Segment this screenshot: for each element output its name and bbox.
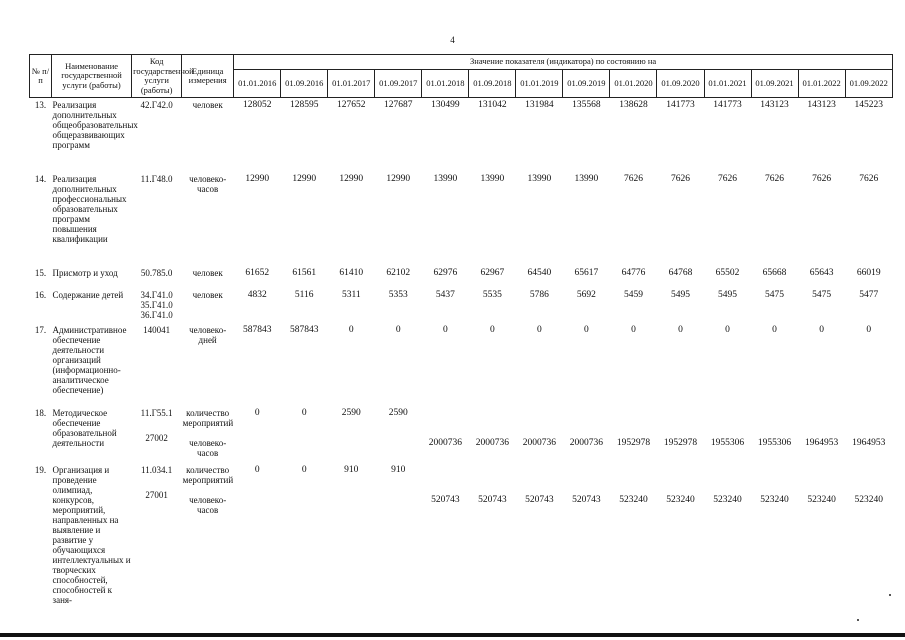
indicator-value: 7626 <box>812 173 832 184</box>
header-date: 01.01.2022 <box>798 70 845 98</box>
indicator-value: 5311 <box>341 289 361 300</box>
indicator-value-secondary: 520743 <box>478 494 507 505</box>
scan-speck <box>889 594 891 596</box>
indicator-value-secondary: 523240 <box>760 494 789 505</box>
indicator-value: 64768 <box>668 267 693 278</box>
indicator-value: 5437 <box>435 289 455 300</box>
indicator-value-primary <box>564 408 609 438</box>
indicator-value <box>328 463 375 605</box>
scan-speck <box>857 619 859 621</box>
indicator-value-primary: 910 <box>391 464 406 475</box>
indicator-value <box>845 406 892 463</box>
indicator-value: 0 <box>866 324 872 335</box>
service-name: Содержание детей <box>52 289 124 300</box>
indicator-value: 12990 <box>339 173 364 184</box>
indicator-value-primary: 2590 <box>388 407 408 418</box>
indicator-value-primary <box>846 408 891 438</box>
indicator-value-secondary: 1955306 <box>710 437 745 448</box>
row-number: 18. <box>34 407 47 418</box>
indicator-value: 64540 <box>527 267 552 278</box>
indicator-value: 5477 <box>859 289 879 300</box>
indicator-value <box>281 406 328 463</box>
indicator-value-secondary: 2000736 <box>522 437 557 448</box>
indicator-value: 13990 <box>480 173 505 184</box>
indicator-value: 0 <box>489 324 495 335</box>
header-no: № п/п <box>30 55 52 98</box>
indicator-value: 0 <box>348 324 354 335</box>
indicator-value: 61561 <box>292 267 317 278</box>
row-number: 16. <box>34 289 47 300</box>
indicator-value: 5459 <box>623 289 643 300</box>
unit-of-measure: человек <box>192 289 223 300</box>
indicator-value-primary: 2590 <box>341 407 361 418</box>
table-row <box>30 172 893 266</box>
indicator-value <box>234 406 281 463</box>
indicator-value: 13990 <box>433 173 458 184</box>
header-date: 01.01.2020 <box>610 70 657 98</box>
service-name: Методическое обеспечение образовательной деятельности <box>52 407 117 448</box>
indicator-value: 7626 <box>859 173 879 184</box>
indicator-value: 62102 <box>386 267 411 278</box>
indicator-value-primary <box>658 408 703 438</box>
indicator-value-primary <box>846 465 891 495</box>
table-row <box>30 463 893 605</box>
indicator-value-primary <box>799 408 844 438</box>
indicator-value <box>704 406 751 463</box>
bottom-border <box>0 633 905 637</box>
header-date: 01.09.2021 <box>751 70 798 98</box>
indicator-value-secondary: 1952978 <box>616 437 651 448</box>
indicator-value-secondary: 2000736 <box>428 437 462 448</box>
indicator-value <box>375 406 422 463</box>
indicator-value: 4832 <box>247 289 267 300</box>
unit-primary: количество мероприятий <box>182 464 234 485</box>
indicator-value: 7626 <box>765 173 785 184</box>
indicator-value: 13990 <box>527 173 552 184</box>
indicator-value: 62976 <box>433 267 458 278</box>
indicator-value <box>563 406 610 463</box>
indicator-value: 0 <box>631 324 636 335</box>
indicator-value <box>516 406 563 463</box>
indicator-value <box>657 406 704 463</box>
indicator-value-primary: 0 <box>301 464 307 475</box>
indicator-value-primary <box>423 408 468 438</box>
unit-of-measure: человеко-дней <box>189 324 227 345</box>
indicator-value <box>751 406 798 463</box>
header-service-code: Код государственной услуги (работы) <box>132 55 182 98</box>
unit-of-measure <box>182 463 234 605</box>
indicator-value <box>563 463 610 605</box>
service-code: 42.Г42.0 <box>140 100 173 110</box>
indicator-value-primary <box>611 408 656 438</box>
service-code: 34.Г41.0 35.Г41.0 36.Г41.0 <box>140 289 173 320</box>
indicator-value <box>469 406 516 463</box>
service-name: Административное обеспечение деятельности организаций (информационно-аналитическое обеспечение) <box>52 324 127 395</box>
indicator-value <box>281 463 328 605</box>
unit-of-measure: человек <box>192 100 223 110</box>
indicator-value: 7626 <box>718 173 738 184</box>
service-name: Реализация дополнительных общеобразовательных общеразвивающих программ <box>52 100 138 150</box>
indicator-value: 131042 <box>478 100 507 110</box>
indicator-value-primary <box>423 465 468 495</box>
indicator-value: 0 <box>819 324 824 335</box>
service-name: Присмотр и уход <box>52 267 118 278</box>
indicator-value-primary <box>470 465 515 495</box>
indicator-value-secondary: 1952978 <box>663 437 698 448</box>
indicator-value-secondary: 1955306 <box>757 437 792 448</box>
service-code: 11.Г48.0 <box>140 173 173 184</box>
indicator-value: 66019 <box>856 267 881 278</box>
indicator-value-secondary: 520743 <box>525 494 554 505</box>
indicator-value <box>422 463 469 605</box>
indicator-value: 587843 <box>242 324 272 335</box>
indicator-value: 0 <box>584 324 589 335</box>
indicator-value-primary <box>517 408 562 438</box>
indicator-value: 12990 <box>245 173 270 184</box>
indicator-value: 5475 <box>765 289 785 300</box>
table-row <box>30 288 893 323</box>
indicator-value-secondary: 1964953 <box>804 437 839 448</box>
indicator-value: 13990 <box>574 173 599 184</box>
header-date: 01.01.2021 <box>704 70 751 98</box>
indicator-value-primary <box>799 465 844 495</box>
indicator-table <box>29 54 893 605</box>
indicator-value: 65617 <box>574 267 599 278</box>
service-code-secondary: 27002 <box>145 432 168 443</box>
indicator-value: 141773 <box>713 100 742 110</box>
header-date: 01.01.2017 <box>328 70 375 98</box>
indicator-value <box>516 463 563 605</box>
indicator-value-primary <box>752 408 797 438</box>
indicator-value: 5495 <box>670 289 690 300</box>
header-date: 01.09.2018 <box>469 70 516 98</box>
indicator-value: 135568 <box>572 100 601 110</box>
indicator-value: 138628 <box>619 100 648 110</box>
indicator-value-secondary: 523240 <box>807 494 836 505</box>
indicator-value <box>751 463 798 605</box>
indicator-value <box>375 463 422 605</box>
header-date: 01.01.2016 <box>234 70 281 98</box>
indicator-value-secondary: 520743 <box>572 494 601 505</box>
header-date: 01.09.2016 <box>281 70 328 98</box>
indicator-value: 127687 <box>384 100 413 110</box>
indicator-value: 62967 <box>480 267 505 278</box>
indicator-value <box>657 463 704 605</box>
indicator-value: 5116 <box>294 289 314 300</box>
row-number: 15. <box>34 267 47 278</box>
table-row <box>30 406 893 463</box>
indicator-value: 127652 <box>337 100 366 110</box>
indicator-value: 0 <box>537 324 542 335</box>
indicator-value: 12990 <box>386 173 411 184</box>
header-date: 01.01.2018 <box>422 70 469 98</box>
indicator-value: 12990 <box>292 173 317 184</box>
service-code-primary: 11.034.1 <box>141 464 173 475</box>
indicator-value-secondary: 2000736 <box>475 437 509 448</box>
indicator-value-secondary: 2000736 <box>569 437 604 448</box>
indicator-value: 0 <box>395 324 401 335</box>
indicator-value-primary <box>658 465 703 495</box>
indicator-value-secondary: 523240 <box>619 494 648 505</box>
indicator-value: 145223 <box>854 100 884 110</box>
indicator-value: 143123 <box>807 100 836 110</box>
indicator-value: 5495 <box>718 289 738 300</box>
header-date: 01.09.2019 <box>563 70 610 98</box>
service-code <box>132 463 182 605</box>
indicator-value <box>798 463 845 605</box>
row-number: 14. <box>34 173 47 184</box>
indicator-value-primary: 910 <box>344 464 359 475</box>
indicator-value <box>610 463 657 605</box>
indicator-value: 130499 <box>431 100 460 110</box>
indicator-value: 141773 <box>666 100 695 110</box>
indicator-value: 61652 <box>245 267 270 278</box>
indicator-value: 5692 <box>576 289 596 300</box>
row-number: 13. <box>34 100 47 110</box>
indicator-value: 0 <box>678 324 683 335</box>
indicator-value: 0 <box>725 324 730 335</box>
indicator-value: 143123 <box>760 100 789 110</box>
indicator-value-primary <box>517 465 562 495</box>
header-date: 01.09.2020 <box>657 70 704 98</box>
indicator-value-primary: 0 <box>301 407 307 418</box>
header-indicator-values: Значение показателя (индикатора) по состоянию на <box>234 55 893 70</box>
service-code-secondary: 27001 <box>145 489 168 500</box>
indicator-value-secondary: 523240 <box>854 494 884 505</box>
service-name: Организация и проведение олимпиад, конкурсов, мероприятий, направленных на выявление и развитие у обучающихся интеллектуальных и творческих способностей, способностей к заня- <box>52 464 131 605</box>
service-name: Реализация дополнительных профессиональных образовательных программ повышения квалификации <box>52 173 127 244</box>
unit-of-measure <box>182 406 234 463</box>
header-date: 01.01.2019 <box>516 70 563 98</box>
unit-of-measure: человеко-часов <box>189 173 227 194</box>
service-code: 140041 <box>143 324 171 335</box>
indicator-value-primary <box>470 408 515 438</box>
indicator-value: 7626 <box>670 173 690 184</box>
indicator-value <box>234 463 281 605</box>
indicator-value: 587843 <box>289 324 319 335</box>
unit-secondary: человеко-часов <box>189 494 227 515</box>
indicator-value: 131984 <box>525 100 554 110</box>
table-row <box>30 323 893 406</box>
indicator-value <box>704 463 751 605</box>
indicator-value-primary <box>705 408 750 438</box>
indicator-value: 5786 <box>529 289 549 300</box>
indicator-value <box>845 463 892 605</box>
indicator-value: 65643 <box>809 267 834 278</box>
indicator-value <box>469 463 516 605</box>
indicator-value: 128052 <box>242 100 272 110</box>
indicator-value-secondary: 520743 <box>431 494 460 505</box>
row-number: 17. <box>34 324 47 335</box>
table-row <box>30 266 893 288</box>
service-code-primary: 11.Г55.1 <box>140 407 173 418</box>
row-number: 19. <box>34 464 47 475</box>
indicator-value-primary <box>752 465 797 495</box>
indicator-value: 5353 <box>388 289 408 300</box>
service-code: 50.785.0 <box>140 267 173 278</box>
indicator-value-primary <box>705 465 750 495</box>
indicator-value: 0 <box>442 324 448 335</box>
indicator-value-primary: 0 <box>254 464 260 475</box>
indicator-value-primary: 0 <box>254 407 260 418</box>
indicator-value: 61410 <box>339 267 364 278</box>
header-date: 01.09.2017 <box>375 70 422 98</box>
indicator-value-secondary: 523240 <box>666 494 695 505</box>
header-date: 01.09.2022 <box>845 70 892 98</box>
unit-of-measure: человек <box>192 267 223 278</box>
indicator-value-secondary: 1964953 <box>852 437 886 448</box>
indicator-value-secondary: 523240 <box>713 494 742 505</box>
indicator-value: 65668 <box>762 267 787 278</box>
indicator-value <box>422 406 469 463</box>
indicator-value <box>610 406 657 463</box>
table-row <box>30 98 893 172</box>
indicator-value <box>798 406 845 463</box>
indicator-value <box>328 406 375 463</box>
indicator-value: 7626 <box>623 173 643 184</box>
unit-primary: количество мероприятий <box>182 407 234 428</box>
header-service-name: Наименование государственной услуги (работы) <box>52 55 132 98</box>
indicator-value: 64776 <box>621 267 646 278</box>
indicator-value-primary <box>564 465 609 495</box>
indicator-value: 5535 <box>482 289 502 300</box>
page-number: 4 <box>450 35 455 45</box>
unit-secondary: человеко-часов <box>189 437 227 458</box>
indicator-value: 0 <box>772 324 777 335</box>
service-code <box>132 406 182 463</box>
indicator-value: 5475 <box>812 289 832 300</box>
indicator-value-primary <box>611 465 656 495</box>
header-unit: Единица измерения <box>182 55 234 98</box>
indicator-value: 128595 <box>289 100 319 110</box>
indicator-value: 65502 <box>715 267 740 278</box>
